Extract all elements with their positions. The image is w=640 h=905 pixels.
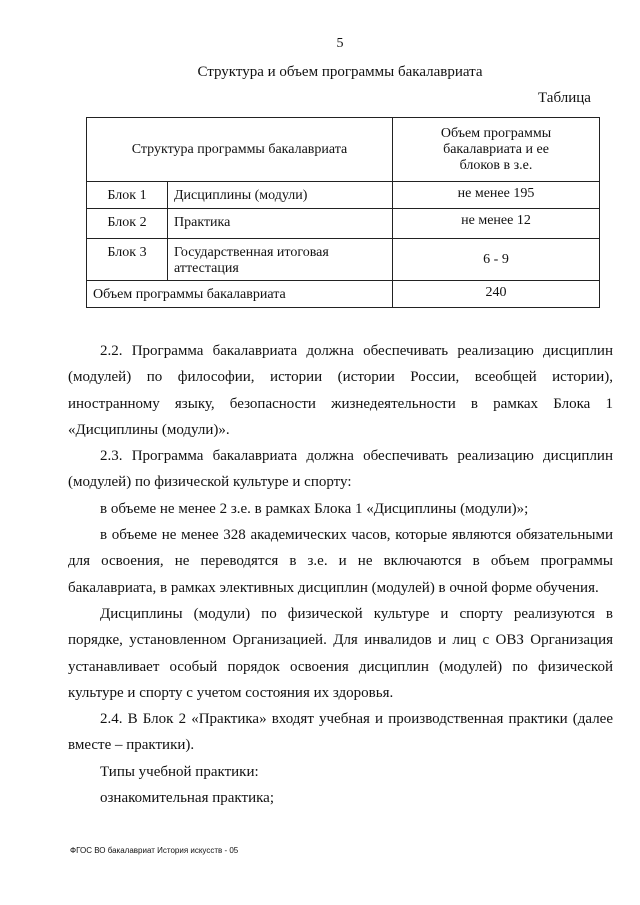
block-volume-cell: 6 - 9 — [393, 239, 600, 281]
block-cell: Блок 2 — [87, 209, 168, 239]
body-text — [68, 338, 613, 811]
paragraph: в объеме не менее 2 з.е. в рамках Блока 1 «Дисциплины (модули)»; — [100, 500, 529, 517]
block-name-cell: Практика — [168, 209, 393, 239]
table-caption: Таблица — [538, 90, 591, 106]
paragraph: 2.2. Программа бакалавриата должна обеспечивать реализацию дисциплин (модулей) по философии, истории (истории России, всеобщей истории), иностранному языку, безопасности жизнедеятельности в рамках Блока 1 «Дисциплины (модули)». — [68, 343, 613, 438]
paragraph: ознакомительная практика; — [100, 790, 274, 807]
paragraph: 2.3. Программа бакалавриата должна обеспечивать реализацию дисциплин (модулей) по физической культуре и спорту: — [68, 448, 613, 491]
table-title: Структура и объем программы бакалавриата — [197, 64, 483, 80]
table-total-row — [87, 281, 600, 308]
table-row — [87, 182, 600, 209]
block-cell: Блок 1 — [87, 182, 168, 209]
paragraph: Типы учебной практики: — [100, 763, 259, 780]
page-number: 5 — [336, 36, 344, 51]
header-structure: Структура программы бакалавриата — [87, 118, 393, 182]
paragraph: в объеме не менее 328 академических часов, которые являются обязательными для освоения, не переводятся в з.е. и не включаются в объем программы бакалавриата, в рамках элективных дисциплин (модулей) в очной форме обучения. — [68, 527, 613, 596]
table-header-row — [87, 118, 600, 182]
total-volume-cell: 240 — [393, 281, 600, 308]
footer: ФГОС ВО бакалавриат История искусств - 05 — [70, 846, 239, 855]
block-cell: Блок 3 — [87, 239, 168, 281]
total-label-cell: Объем программы бакалавриата — [87, 281, 393, 308]
block-name-cell: Дисциплины (модули) — [168, 182, 393, 209]
header-volume: Объем программы бакалавриата и ее блоков в з.е. — [393, 118, 600, 182]
paragraph: 2.4. В Блок 2 «Практика» входят учебная и производственная практики (далее вместе – практики). — [68, 711, 613, 754]
block-volume-cell: не менее 12 — [393, 209, 600, 239]
block-volume-cell: не менее 195 — [393, 182, 600, 209]
paragraph: Дисциплины (модули) по физической культуре и спорту реализуются в порядке, установленном Организацией. Для инвалидов и лиц с ОВЗ Организация устанавливает особый порядок освоения дисциплин (модулей) по физической культуре и спорту с учетом состояния их здоровья. — [68, 605, 613, 701]
program-structure-table — [86, 117, 600, 308]
table-row — [87, 239, 600, 281]
block-name-cell: Государственная итоговая аттестация — [168, 239, 393, 281]
table-row — [87, 209, 600, 239]
